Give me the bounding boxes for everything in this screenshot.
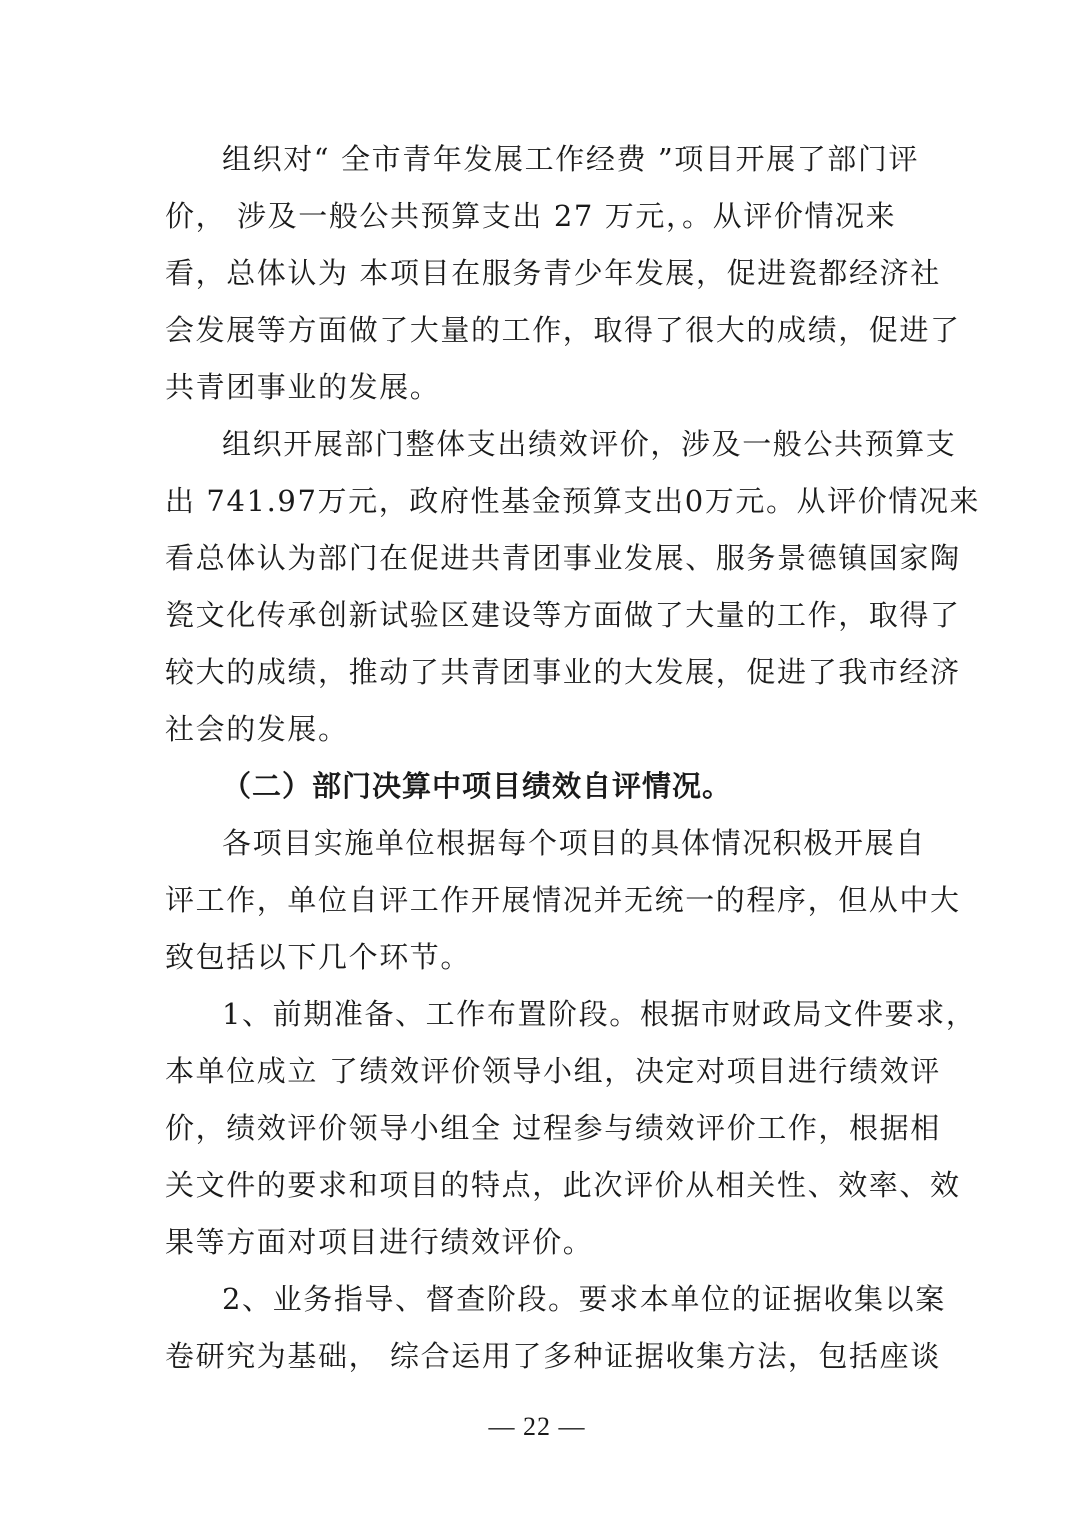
paragraph-line: 评工作，单位自评工作开展情况并无统一的程序，但从中大: [165, 883, 961, 917]
paragraph-line: 出 741.97万元，政府性基金预算支出0万元。从评价情况来: [165, 484, 981, 518]
paragraph-line: 果等方面对项目进行绩效评价。: [165, 1225, 594, 1259]
paragraph-line: 1、前期准备、工作布置阶段。根据市财政局文件要求，: [222, 997, 977, 1031]
paragraph-line: 致包括以下几个环节。: [165, 940, 472, 974]
paragraph-line: 本单位成立 了绩效评价领导小组，决定对项目进行绩效评: [165, 1054, 941, 1088]
paragraph-line: 较大的成绩，推动了共青团事业的大发展，促进了我市经济: [165, 655, 961, 689]
paragraph-line: 会发展等方面做了大量的工作，取得了很大的成绩，促进了: [165, 313, 961, 347]
paragraph-line: 共青团事业的发展。: [165, 370, 441, 404]
paragraph-line: 关文件的要求和项目的特点，此次评价从相关性、效率、效: [165, 1168, 961, 1202]
paragraph-line: 看总体认为部门在促进共青团事业发展、服务景德镇国家陶: [165, 541, 961, 575]
page-number: — 22 —: [488, 1412, 586, 1441]
paragraph-line: 组织开展部门整体支出绩效评价，涉及一般公共预算支: [222, 427, 957, 461]
paragraph-line: 看，总体认为 本项目在服务青少年发展，促进瓷都经济社: [165, 256, 941, 290]
paragraph-line: 2、业务指导、督查阶段。要求本单位的证据收集以案: [222, 1282, 946, 1316]
paragraph-line: 组织对“ 全市青年发展工作经费 ”项目开展了部门评: [222, 142, 920, 176]
paragraph-line: 瓷文化传承创新试验区建设等方面做了大量的工作，取得了: [165, 598, 961, 632]
paragraph-line: 卷研究为基础， 综合运用了多种证据收集方法，包括座谈: [165, 1339, 941, 1373]
paragraph-line: 价，绩效评价领导小组全 过程参与绩效评价工作，根据相: [165, 1111, 941, 1145]
paragraph-line: 社会的发展。: [165, 712, 349, 746]
paragraph-line: 价， 涉及一般公共预算支出 27 万元，。从评价情况来: [165, 199, 897, 233]
section-heading: （二）部门决算中项目绩效自评情况。: [222, 769, 733, 803]
paragraph-line: 各项目实施单位根据每个项目的具体情况积极开展自: [222, 826, 926, 860]
